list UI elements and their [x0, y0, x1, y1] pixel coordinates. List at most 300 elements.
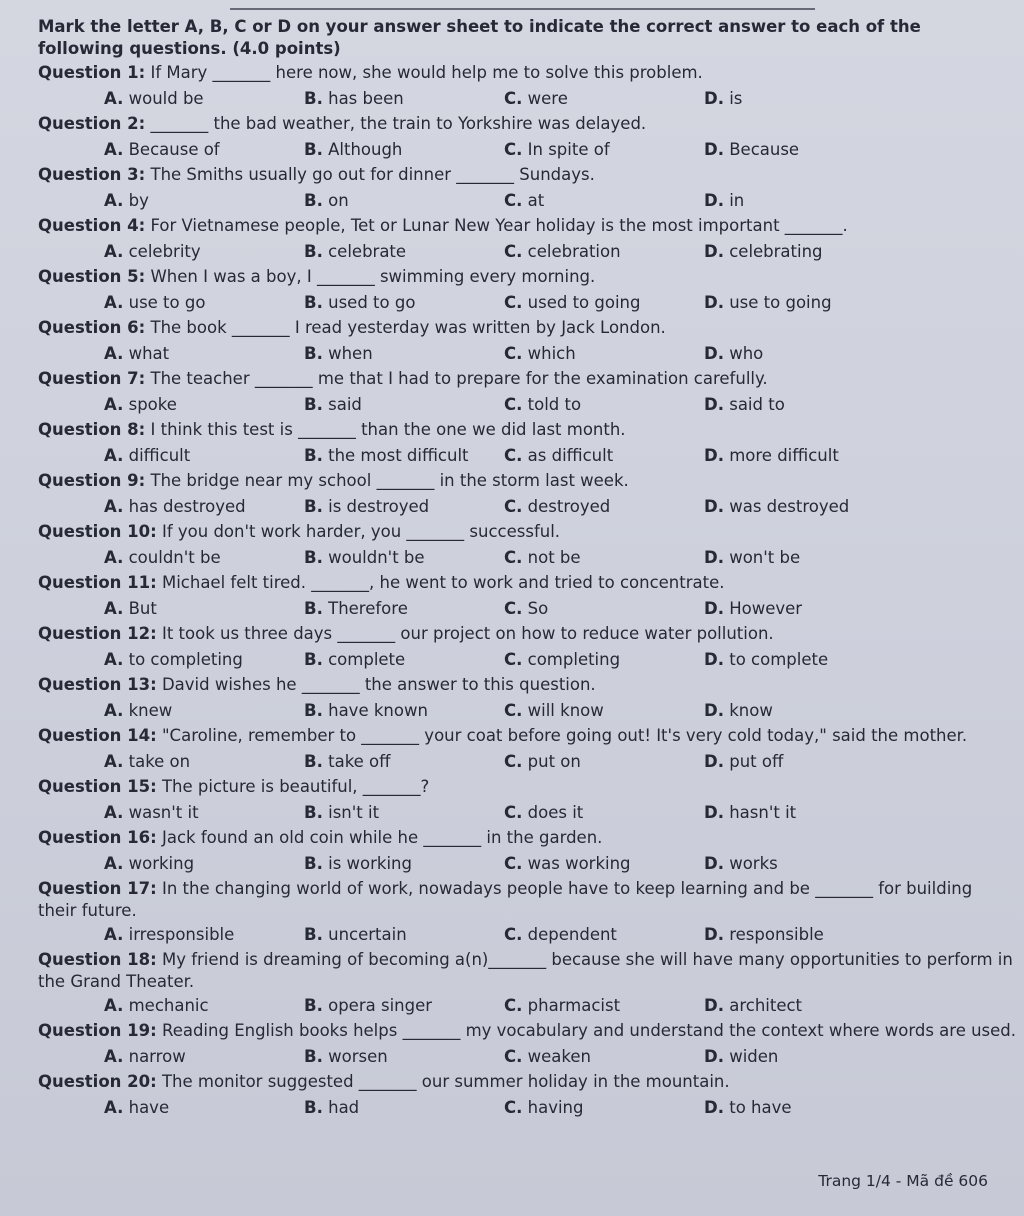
option-text: as difficult — [527, 446, 614, 465]
answer-option[interactable] — [504, 698, 704, 725]
option-text: does it — [527, 803, 584, 822]
question-text: When I was a boy, I _______ swimming every morning. — [150, 267, 596, 286]
answer-option[interactable] — [304, 698, 504, 725]
option-text: use to go — [128, 293, 206, 312]
option-letter: A. — [104, 650, 124, 669]
answer-option[interactable] — [704, 188, 904, 215]
answer-option[interactable] — [504, 290, 704, 317]
option-text: used to go — [328, 293, 416, 312]
answer-option[interactable] — [704, 749, 904, 776]
question-line — [38, 113, 1004, 137]
option-letter: C. — [504, 803, 523, 822]
option-text: at — [527, 191, 545, 210]
option-text: had — [328, 1098, 360, 1117]
option-letter: C. — [504, 293, 523, 312]
answer-option[interactable] — [504, 239, 704, 266]
answer-option[interactable] — [104, 596, 304, 623]
option-text: said to — [729, 395, 785, 414]
answer-option[interactable] — [504, 137, 704, 164]
answer-option[interactable] — [704, 392, 904, 419]
option-text: celebrate — [328, 242, 407, 261]
option-text: has destroyed — [128, 497, 246, 516]
option-text: more difficult — [729, 446, 839, 465]
answer-option[interactable] — [304, 851, 504, 878]
page-footer: Trang 1/4 - Mã đề 606 — [818, 1172, 988, 1190]
question-text: The teacher _______ me that I had to prepare for the examination carefully. — [150, 369, 768, 388]
option-letter: B. — [304, 752, 323, 771]
option-letter: C. — [504, 752, 523, 771]
option-letter: B. — [304, 701, 323, 720]
answer-option[interactable] — [104, 443, 304, 470]
answer-option[interactable] — [304, 86, 504, 113]
option-letter: C. — [504, 701, 523, 720]
option-text: completing — [527, 650, 621, 669]
question-number: Question 14: — [38, 726, 157, 745]
option-text: celebrating — [729, 242, 823, 261]
option-letter: C. — [504, 925, 523, 944]
question-line — [38, 623, 1004, 647]
answer-option[interactable] — [104, 698, 304, 725]
option-letter: A. — [104, 89, 124, 108]
question-number: Question 19: — [38, 1021, 157, 1040]
option-letter: C. — [504, 599, 523, 618]
question-line — [38, 725, 1004, 749]
answer-options — [38, 341, 1004, 368]
option-letter: B. — [304, 446, 323, 465]
answer-option[interactable] — [704, 341, 904, 368]
option-text: told to — [527, 395, 582, 414]
option-letter: A. — [104, 996, 124, 1015]
answer-option[interactable] — [304, 341, 504, 368]
answer-option[interactable] — [104, 749, 304, 776]
option-text: won't be — [729, 548, 801, 567]
question-line — [38, 521, 1004, 545]
option-text: difficult — [128, 446, 191, 465]
question-number: Question 16: — [38, 828, 157, 847]
answer-options — [38, 698, 1004, 725]
question-18 — [38, 949, 1013, 1020]
answer-option[interactable] — [704, 698, 904, 725]
top-rule — [230, 8, 815, 10]
answer-option[interactable] — [504, 993, 704, 1020]
option-letter: C. — [504, 140, 523, 159]
answer-option[interactable] — [304, 749, 504, 776]
answer-option[interactable] — [704, 993, 904, 1020]
option-letter: B. — [304, 803, 323, 822]
answer-options — [38, 922, 1004, 949]
option-text: works — [729, 854, 778, 873]
question-number: Question 9: — [38, 471, 146, 490]
question-text: The book _______ I read yesterday was written by Jack London. — [150, 318, 666, 337]
question-text: It took us three days _______ our project on how to reduce water pollution. — [161, 624, 774, 643]
option-text: wasn't it — [128, 803, 199, 822]
option-letter: C. — [504, 344, 523, 363]
option-text: celebration — [527, 242, 621, 261]
question-1 — [38, 62, 1004, 113]
option-text: celebrity — [128, 242, 201, 261]
answer-option[interactable] — [704, 647, 904, 674]
option-letter: C. — [504, 1047, 523, 1066]
answer-option[interactable] — [704, 596, 904, 623]
question-line — [38, 317, 1004, 341]
answer-option[interactable] — [104, 188, 304, 215]
answer-option[interactable] — [104, 922, 304, 949]
option-letter: B. — [304, 1047, 323, 1066]
option-text: irresponsible — [128, 925, 235, 944]
option-letter: D. — [704, 854, 724, 873]
option-letter: B. — [304, 1098, 323, 1117]
answer-option[interactable] — [504, 545, 704, 572]
option-text: has been — [328, 89, 404, 108]
option-text: is — [729, 89, 743, 108]
option-letter: D. — [704, 701, 724, 720]
question-line — [38, 949, 1013, 993]
answer-option[interactable] — [104, 290, 304, 317]
option-text: take off — [328, 752, 391, 771]
option-text: when — [328, 344, 373, 363]
option-text: dependent — [527, 925, 617, 944]
question-line — [38, 470, 1004, 494]
option-text: said — [328, 395, 362, 414]
option-text: pharmacist — [527, 996, 621, 1015]
answer-option[interactable] — [304, 443, 504, 470]
answer-option[interactable] — [304, 800, 504, 827]
option-text: architect — [729, 996, 803, 1015]
question-2 — [38, 113, 1004, 164]
question-20 — [38, 1071, 1004, 1122]
answer-option[interactable] — [504, 443, 704, 470]
option-letter: C. — [504, 446, 523, 465]
option-text: use to going — [729, 293, 832, 312]
answer-options — [38, 239, 1004, 266]
option-letter: B. — [304, 89, 323, 108]
answer-option[interactable] — [704, 545, 904, 572]
option-letter: A. — [104, 599, 124, 618]
question-6 — [38, 317, 1004, 368]
answer-option[interactable] — [504, 392, 704, 419]
question-4 — [38, 215, 1004, 266]
answer-options — [38, 749, 1004, 776]
answer-option[interactable] — [104, 851, 304, 878]
option-letter: D. — [704, 925, 724, 944]
option-text: Although — [328, 140, 403, 159]
answer-options — [38, 137, 1004, 164]
option-text: narrow — [128, 1047, 186, 1066]
question-15 — [38, 776, 1004, 827]
answer-option[interactable] — [504, 647, 704, 674]
answer-option[interactable] — [304, 188, 504, 215]
question-number: Question 13: — [38, 675, 157, 694]
option-text: not be — [527, 548, 581, 567]
question-number: Question 10: — [38, 522, 157, 541]
option-text: is destroyed — [328, 497, 430, 516]
question-line — [38, 827, 1004, 851]
answer-option[interactable] — [304, 647, 504, 674]
option-letter: D. — [704, 548, 724, 567]
option-letter: A. — [104, 395, 124, 414]
answer-option[interactable] — [504, 341, 704, 368]
option-text: in — [729, 191, 745, 210]
option-letter: B. — [304, 854, 323, 873]
option-text: opera singer — [328, 996, 433, 1015]
option-letter: C. — [504, 548, 523, 567]
question-text: In the changing world of work, nowadays people have to keep learning and be _______ for building their future. — [38, 879, 973, 920]
question-line — [38, 1020, 1017, 1044]
question-3 — [38, 164, 1004, 215]
option-text: have known — [328, 701, 428, 720]
option-letter: C. — [504, 650, 523, 669]
option-letter: C. — [504, 996, 523, 1015]
answer-option[interactable] — [304, 1044, 504, 1071]
option-letter: C. — [504, 89, 523, 108]
option-letter: A. — [104, 497, 124, 516]
answer-option[interactable] — [504, 800, 704, 827]
answer-option[interactable] — [704, 922, 904, 949]
question-text: My friend is dreaming of becoming a(n)_______ because she will have many opportunities to perform in the Grand Theater. — [38, 950, 1013, 991]
answer-option[interactable] — [504, 494, 704, 521]
answer-option[interactable] — [504, 851, 704, 878]
option-text: put off — [729, 752, 784, 771]
answer-options — [38, 290, 1004, 317]
option-letter: A. — [104, 854, 124, 873]
question-5 — [38, 266, 1004, 317]
answer-option[interactable] — [504, 596, 704, 623]
answer-option[interactable] — [704, 800, 904, 827]
answer-option[interactable] — [704, 239, 904, 266]
question-13 — [38, 674, 1004, 725]
answer-option[interactable] — [104, 494, 304, 521]
option-text: wouldn't be — [328, 548, 425, 567]
question-number: Question 7: — [38, 369, 146, 388]
question-number: Question 2: — [38, 114, 146, 133]
answer-option[interactable] — [104, 647, 304, 674]
option-text: which — [527, 344, 576, 363]
option-text: knew — [128, 701, 173, 720]
question-line — [38, 1071, 1004, 1095]
question-text: _______ the bad weather, the train to Yorkshire was delayed. — [150, 114, 647, 133]
question-10 — [38, 521, 1004, 572]
option-text: having — [527, 1098, 584, 1117]
option-letter: B. — [304, 599, 323, 618]
option-letter: D. — [704, 344, 724, 363]
question-number: Question 5: — [38, 267, 146, 286]
option-letter: B. — [304, 650, 323, 669]
option-letter: A. — [104, 548, 124, 567]
question-text: Michael felt tired. _______, he went to work and tried to concentrate. — [161, 573, 725, 592]
option-text: Therefore — [328, 599, 408, 618]
option-text: responsible — [729, 925, 824, 944]
option-letter: A. — [104, 140, 124, 159]
option-letter: B. — [304, 497, 323, 516]
option-letter: C. — [504, 395, 523, 414]
option-text: to complete — [729, 650, 829, 669]
question-text: David wishes he _______ the answer to this question. — [161, 675, 596, 694]
question-14 — [38, 725, 1004, 776]
question-number: Question 12: — [38, 624, 157, 643]
option-text: working — [128, 854, 195, 873]
answer-option[interactable] — [104, 1095, 304, 1122]
answer-option[interactable] — [304, 922, 504, 949]
answer-option[interactable] — [104, 1044, 304, 1071]
question-7 — [38, 368, 1004, 419]
option-text: on — [328, 191, 349, 210]
answer-option[interactable] — [104, 341, 304, 368]
answer-option[interactable] — [704, 443, 904, 470]
answer-option[interactable] — [304, 494, 504, 521]
answer-option[interactable] — [304, 290, 504, 317]
option-letter: D. — [704, 599, 724, 618]
question-9 — [38, 470, 1004, 521]
option-text: spoke — [128, 395, 177, 414]
answer-options — [38, 1044, 1004, 1071]
answer-options — [38, 851, 1004, 878]
option-text: weaken — [527, 1047, 591, 1066]
option-letter: A. — [104, 446, 124, 465]
answer-option[interactable] — [304, 1095, 504, 1122]
question-number: Question 18: — [38, 950, 157, 969]
option-text: mechanic — [128, 996, 209, 1015]
question-16 — [38, 827, 1004, 878]
option-text: take on — [128, 752, 191, 771]
option-text: the most difficult — [328, 446, 469, 465]
answer-option[interactable] — [704, 1044, 904, 1071]
question-line — [38, 419, 1004, 443]
answer-option[interactable] — [704, 494, 904, 521]
answer-option[interactable] — [104, 993, 304, 1020]
option-letter: D. — [704, 191, 724, 210]
question-line — [38, 572, 1004, 596]
answer-option[interactable] — [104, 137, 304, 164]
answer-option[interactable] — [304, 993, 504, 1020]
option-text: what — [128, 344, 170, 363]
question-12 — [38, 623, 1004, 674]
option-letter: D. — [704, 89, 724, 108]
option-letter: A. — [104, 1098, 124, 1117]
question-list — [38, 62, 1017, 1122]
answer-option[interactable] — [504, 922, 704, 949]
answer-option[interactable] — [104, 392, 304, 419]
question-8 — [38, 419, 1004, 470]
option-text: widen — [729, 1047, 779, 1066]
question-text: The monitor suggested _______ our summer holiday in the mountain. — [161, 1072, 730, 1091]
option-text: isn't it — [328, 803, 380, 822]
option-letter: B. — [304, 293, 323, 312]
question-17 — [38, 878, 1004, 949]
option-text: know — [729, 701, 773, 720]
question-line — [38, 164, 1004, 188]
option-letter: C. — [504, 242, 523, 261]
question-line — [38, 266, 1004, 290]
option-text: However — [729, 599, 803, 618]
option-letter: D. — [704, 395, 724, 414]
option-text: put on — [527, 752, 581, 771]
option-text: is working — [328, 854, 412, 873]
question-line — [38, 674, 1004, 698]
instructions: Mark the letter A, B, C or D on your answer sheet to indicate the correct answer to each of the following questions. (4.0 points) — [38, 17, 921, 58]
answer-option[interactable] — [504, 749, 704, 776]
option-text: worsen — [328, 1047, 388, 1066]
answer-options — [38, 596, 1004, 623]
question-number: Question 1: — [38, 63, 146, 82]
question-text: Reading English books helps _______ my vocabulary and understand the context where words are used. — [161, 1021, 1017, 1040]
option-letter: D. — [704, 650, 724, 669]
question-11 — [38, 572, 1004, 623]
option-letter: B. — [304, 395, 323, 414]
answer-option[interactable] — [704, 1095, 904, 1122]
option-letter: D. — [704, 497, 724, 516]
answer-option[interactable] — [304, 545, 504, 572]
option-letter: D. — [704, 752, 724, 771]
answer-option[interactable] — [704, 86, 904, 113]
option-text: Because of — [128, 140, 220, 159]
answer-option[interactable] — [504, 86, 704, 113]
option-letter: A. — [104, 803, 124, 822]
answer-option[interactable] — [104, 800, 304, 827]
answer-option[interactable] — [104, 545, 304, 572]
answer-option[interactable] — [504, 1044, 704, 1071]
option-letter: A. — [104, 191, 124, 210]
option-text: would be — [128, 89, 204, 108]
answer-option[interactable] — [304, 392, 504, 419]
option-text: have — [128, 1098, 170, 1117]
question-text: The bridge near my school _______ in the storm last week. — [150, 471, 629, 490]
option-letter: A. — [104, 344, 124, 363]
answer-option[interactable] — [304, 239, 504, 266]
option-letter: A. — [104, 242, 124, 261]
option-letter: A. — [104, 701, 124, 720]
question-line — [38, 62, 1004, 86]
answer-options — [38, 647, 1004, 674]
question-text: If Mary _______ here now, she would help me to solve this problem. — [150, 63, 703, 82]
option-letter: C. — [504, 854, 523, 873]
answer-options — [38, 392, 1004, 419]
option-letter: D. — [704, 1098, 724, 1117]
question-text: The Smiths usually go out for dinner _______ Sundays. — [150, 165, 595, 184]
option-text: were — [527, 89, 568, 108]
option-text: uncertain — [328, 925, 407, 944]
question-number: Question 4: — [38, 216, 146, 235]
option-text: destroyed — [527, 497, 611, 516]
option-letter: A. — [104, 1047, 124, 1066]
option-letter: B. — [304, 140, 323, 159]
answer-option[interactable] — [504, 1095, 704, 1122]
option-text: So — [527, 599, 549, 618]
answer-option[interactable] — [104, 86, 304, 113]
answer-options — [38, 86, 1004, 113]
answer-option[interactable] — [704, 137, 904, 164]
option-letter: B. — [304, 242, 323, 261]
question-number: Question 15: — [38, 777, 157, 796]
answer-option[interactable] — [304, 596, 504, 623]
option-text: was destroyed — [729, 497, 850, 516]
option-letter: D. — [704, 803, 724, 822]
question-text: Jack found an old coin while he _______ in the garden. — [161, 828, 603, 847]
answer-option[interactable] — [704, 851, 904, 878]
question-line — [38, 215, 1004, 239]
answer-options — [38, 993, 1004, 1020]
question-number: Question 11: — [38, 573, 157, 592]
answer-option[interactable] — [104, 239, 304, 266]
answer-option[interactable] — [704, 290, 904, 317]
answer-option[interactable] — [504, 188, 704, 215]
option-text: will know — [527, 701, 604, 720]
answer-option[interactable] — [304, 137, 504, 164]
question-number: Question 8: — [38, 420, 146, 439]
option-text: complete — [328, 650, 406, 669]
option-letter: B. — [304, 191, 323, 210]
option-text: Because — [729, 140, 800, 159]
option-letter: D. — [704, 996, 724, 1015]
